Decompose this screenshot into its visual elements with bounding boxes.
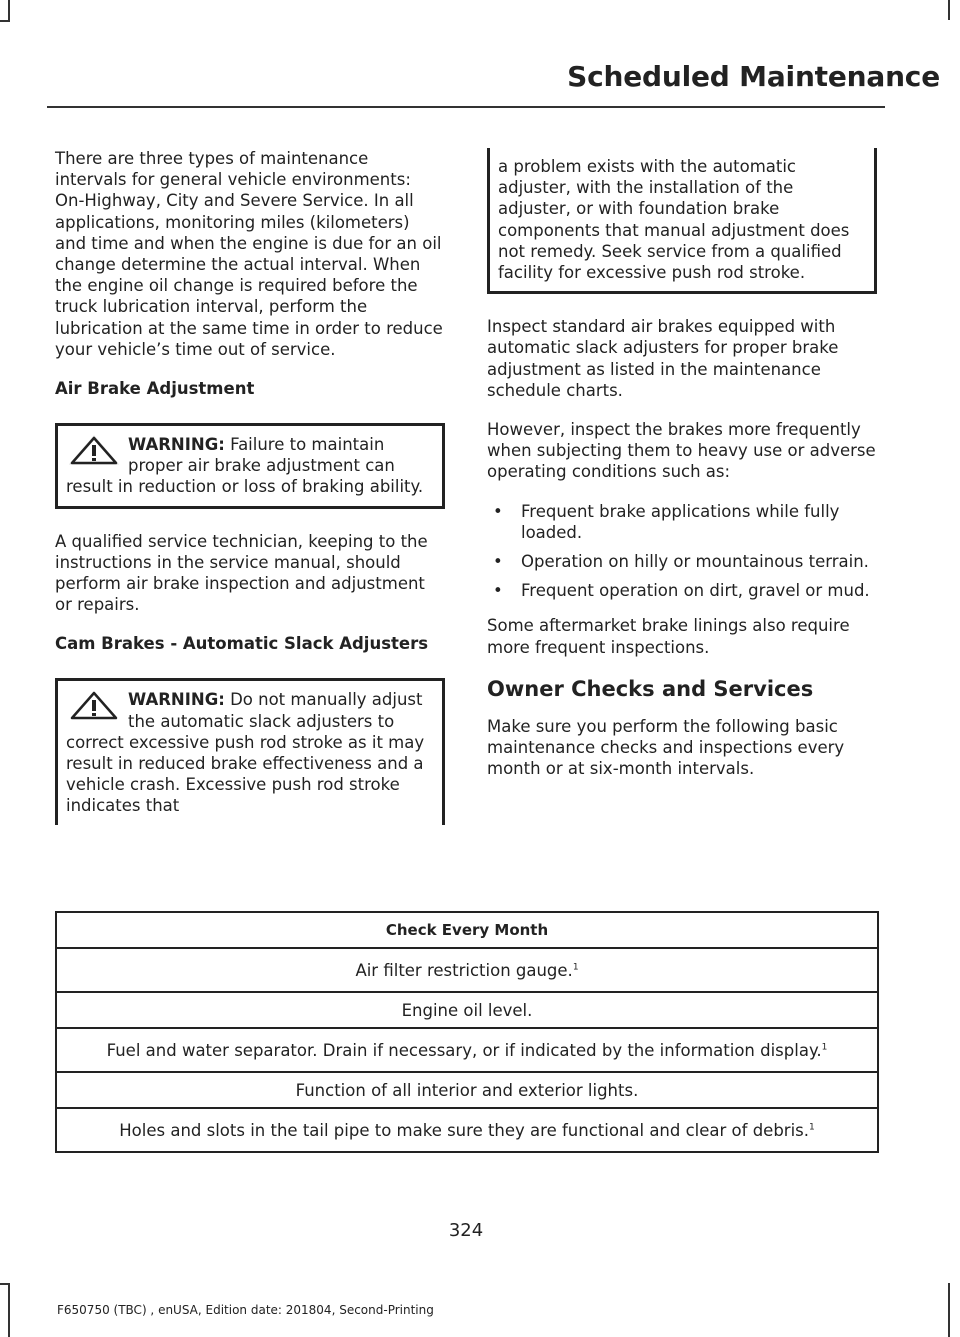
warning-box-slack-adjusters	[55, 678, 445, 824]
left-column	[55, 148, 445, 825]
table-row: Holes and slots in the tail pipe to make sure they are functional and clear of debris.$^1$	[56, 1108, 878, 1152]
warning-box-continued	[487, 148, 877, 294]
table-header-row	[56, 912, 878, 948]
footnote-marker: 1	[572, 962, 579, 972]
table-row: Engine oil level.	[56, 992, 878, 1028]
inspect-paragraph: Inspect standard air brakes equipped with automatic slack adjusters for proper brake adjustment as listed in the maintenance schedule charts.	[487, 317, 839, 400]
bullet: •	[493, 501, 503, 521]
warning-label: WARNING:	[128, 435, 225, 455]
owner-checks-paragraph: Make sure you perform the following basic maintenance checks and inspections every month or at six-month intervals.	[487, 716, 845, 779]
warning-continued-text: a problem exists with the automatic adjuster, with the installation of the adjuster, or with foundation brake components that manual adjustment does not remedy. Seek service from a qualified facility for excessive push rod stroke.	[498, 157, 850, 283]
warning-text: Failure to maintain proper air brake adjustment can result in reduction or loss of braking ability.	[66, 435, 424, 497]
warning-text: Do not manually adjust the automatic slack adjusters to correct excessive push rod stroke as it may result in reduced brake effectiveness and a vehicle crash. Excessive push rod stroke indicates that	[66, 690, 425, 816]
however-paragraph: However, inspect the brakes more frequently when subjecting them to heavy use or adverse operating conditions such as:	[487, 420, 876, 482]
conditions-list	[487, 501, 877, 602]
footnote-marker: 1	[821, 1042, 828, 1052]
crop-mark-bottom-right-v	[948, 1283, 950, 1337]
warning-label: WARNING:	[128, 690, 225, 710]
page-number: 324	[448, 1220, 484, 1241]
aftermarket-paragraph: Some aftermarket brake linings also require more frequent inspections.	[487, 616, 850, 657]
technician-paragraph: A qualified service technician, keeping to the instructions in the service manual, should perform air brake inspection and adjustment or repairs.	[55, 531, 428, 615]
crop-mark-bottom-left-h	[0, 1283, 10, 1285]
header-rule	[47, 106, 885, 108]
warning-triangle-icon	[66, 434, 122, 466]
edition-footer: F650750 (TBC) , enUSA, Edition date: 201804, Second-Printing	[57, 1303, 434, 1317]
list-item: • Operation on hilly or mountainous terrain.	[493, 552, 869, 572]
crop-mark-top-right-v	[948, 0, 950, 20]
footnote-marker: 1	[809, 1122, 815, 1132]
crop-mark-top-left-v	[8, 0, 10, 20]
right-column	[487, 148, 877, 797]
page-title: Scheduled Maintenance	[567, 60, 940, 93]
bullet: •	[493, 581, 503, 601]
table-row: Fuel and water separator. Drain if necessary, or if indicated by the information display.$^1$	[56, 1028, 878, 1072]
table-row: Air filter restriction gauge.$^1$	[56, 948, 878, 992]
table-header: Check Every Month	[56, 912, 878, 948]
list-item: • Frequent brake applications while fully loaded.	[493, 501, 840, 542]
table-row: Function of all interior and exterior lights.	[56, 1072, 878, 1108]
air-brake-heading: Air Brake Adjustment	[55, 379, 255, 399]
list-item: • Frequent operation on dirt, gravel or mud.	[493, 581, 870, 601]
bullet: •	[493, 552, 503, 572]
intro-paragraph: There are three types of maintenance intervals for general vehicle environments: On-Highway, City and Severe Service. In all applications, monitoring miles (kilometers) and time and when the engine is due for an oil change determine the actual interval. When the engine oil change is required before the truck lubrication interval, perform the lubrication at the same time in order to reduce your vehicle’s time out of service.	[55, 149, 443, 359]
crop-mark-bottom-left-v	[8, 1283, 10, 1337]
owner-checks-heading: Owner Checks and Services	[487, 676, 814, 701]
crop-mark-top-left-h	[0, 20, 10, 22]
check-every-month-table	[55, 911, 879, 1153]
cam-brakes-heading: Cam Brakes - Automatic Slack Adjusters	[55, 634, 429, 654]
warning-box-air-brake	[55, 423, 445, 509]
warning-triangle-icon	[66, 689, 122, 721]
